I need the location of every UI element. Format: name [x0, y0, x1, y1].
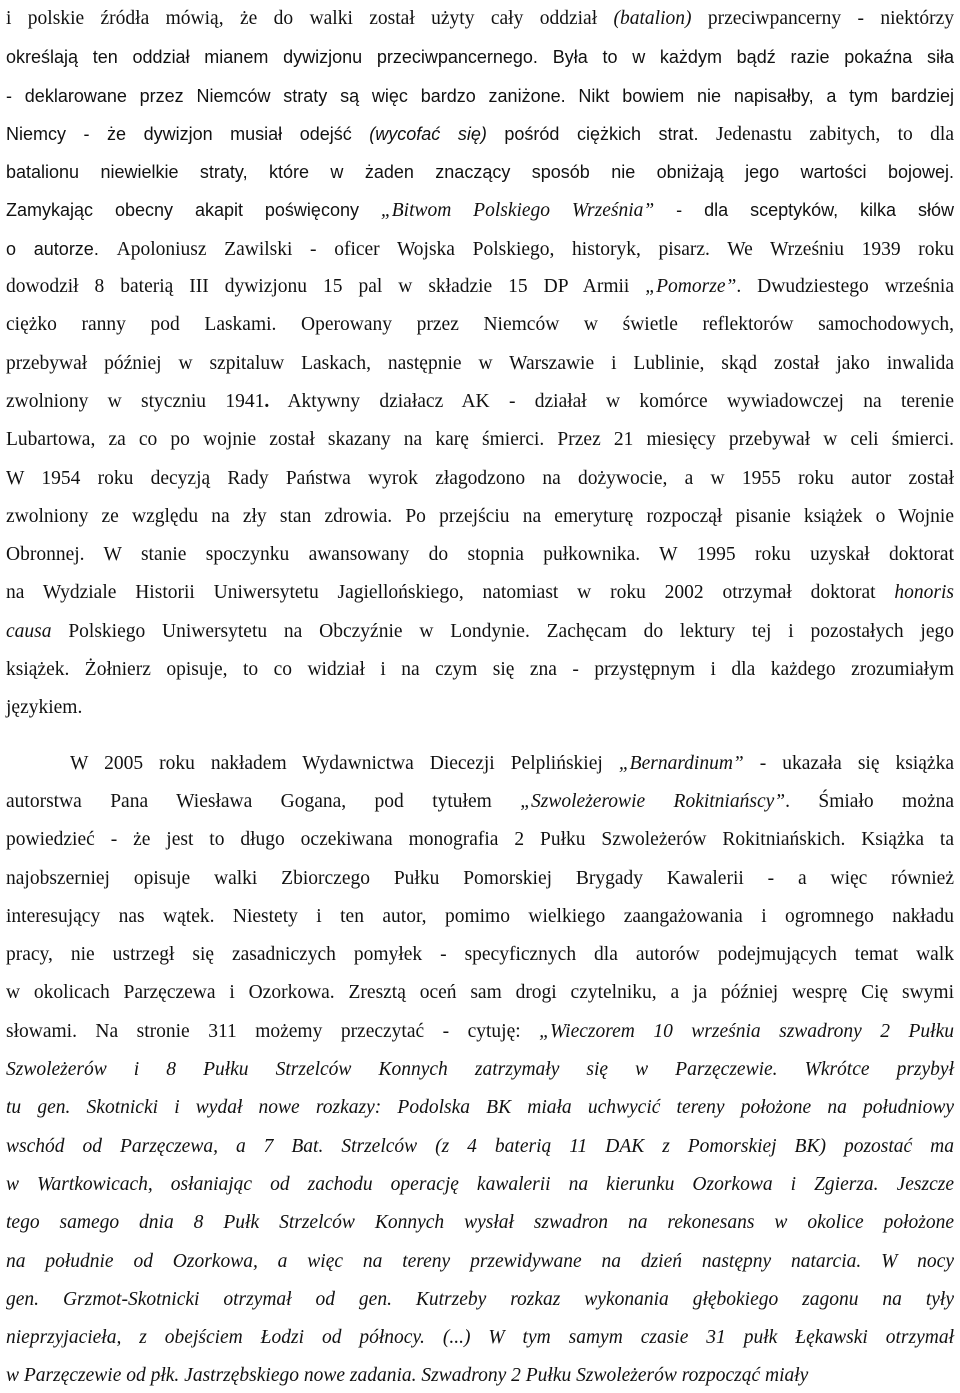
text-run: powiedzieć - że jest to długo oczekiwana monografia 2 Pułku Szwoleżerów Rokitniańskich. Książka ta [6, 829, 954, 851]
text-run: na Wydziale Historii Uniwersytetu Jagiellońskiego, natomiast w roku 2002 otrzymał doktorat [6, 582, 895, 604]
text-line [6, 268, 954, 306]
text-run: autorstwa Pana Wiesława Gogana, pod tytułem [6, 790, 521, 812]
text-run: książek. Żołnierz opisuje, to co widział i na czym się zna - przystępnym i dla każdego zrozumiałym [6, 659, 954, 681]
text-run: W 2005 roku nakładem Wydawnictwa Diecezji Pelplińskiej [70, 752, 619, 774]
text-run: Nikt bowiem nie napisałby, a tym bardziej [578, 85, 955, 106]
text-run: w Parzęczewie od płk. Jastrzębskiego nowe zadania. Szwadrony 2 Pułku Szwoleżerów rozpocząć miały [6, 1365, 809, 1387]
text-line [6, 936, 954, 974]
text-line [6, 1281, 954, 1319]
text-line [6, 230, 954, 268]
text-run: (wycofać się) [369, 123, 487, 144]
text-run: causa [6, 620, 52, 642]
text-line [6, 536, 954, 574]
text-run: przeciwpancerny - niektórzy [691, 8, 954, 29]
text-run: najobszerniej opisuje walki Zbiorczego Pułku Pomorskiej Brygady Kawalerii - a więc również [6, 867, 954, 889]
text-run: Lubartowa, za co po wojnie został skazany na karę śmierci. Przez 21 miesięcy przebywał w celi śmierci. [6, 429, 954, 451]
text-run: - ukazała się książka [743, 752, 954, 774]
text-line [6, 498, 954, 536]
text-run: Obronnej. W stanie spoczynku awansowany do stopnia pułkownika. W 1995 roku uzyskał doktorat [6, 544, 954, 566]
text-line [6, 345, 954, 383]
text-run: na południe od Ozorkowa, a więc na tereny przewidywane na dzień następny natarcia. W nocy [6, 1250, 954, 1272]
text-run: „Szwoleżerowie Rokitniańscy” [520, 790, 786, 812]
text-run: „Bernardinum” [618, 752, 744, 774]
text-run: zwolniony w styczniu 1941 [6, 390, 265, 412]
text-run: - deklarowane przez Niemców straty są więc bardzo zaniżone. [6, 85, 579, 106]
text-run: . [264, 390, 270, 412]
text-line [6, 191, 954, 229]
text-run: Apoloniusz Zawilski - oficer Wojska Polskiego, historyk, pisarz. We Wrześniu 1939 roku [116, 238, 954, 260]
text-run: . Śmiało można [785, 790, 955, 812]
text-run: „Wieczorem 10 września szwadrony 2 Pułku [539, 1020, 955, 1042]
text-run: Jedenastu zabitych, to dla [716, 123, 954, 145]
text-line [6, 651, 954, 689]
text-run: . Dwudziestego września [736, 276, 954, 298]
text-line [6, 1013, 954, 1051]
text-run: honoris [894, 582, 954, 604]
text-run: ciężko ranny pod Laskami. Operowany przez Niemców w świetle reflektorów samochodowych, [6, 314, 954, 336]
text-run: W 1954 roku decyzją Rady Państwa wyrok złagodzono na dożywocie, a w 1955 roku autor został [6, 467, 954, 489]
text-line [6, 383, 954, 421]
paragraph-gogan-book [0, 745, 960, 1393]
text-line [6, 1243, 954, 1281]
text-run: dowodził 8 baterią III dywizjonu 15 pal w składzie 15 DP Armii [6, 276, 646, 298]
text-run: Niemcy - że dywizjon musiał odejść [6, 123, 370, 144]
text-run: wschód od Parzęczewa, a 7 Bat. Strzelców (z 4 baterią 11 DAK z Pomorskiej BK) pozostać ma [6, 1135, 954, 1157]
text-line [6, 974, 954, 1012]
text-line [6, 153, 954, 191]
text-line [6, 898, 954, 936]
text-run: o autorze. [6, 238, 117, 259]
text-line [6, 115, 954, 153]
text-line [6, 1166, 954, 1204]
text-run: tu gen. Skotnicki i wydał nowe rozkazy: Podolska BK miała uchwycić tereny położone na południowy [6, 1097, 954, 1119]
text-line [6, 77, 954, 115]
text-run: językiem. [6, 697, 83, 719]
text-line [6, 1357, 954, 1393]
text-run: Zamykając obecny akapit poświęcony [6, 200, 381, 221]
text-run: Aktywny działacz AK - działał w komórce wywiadowczej na terenie [269, 390, 955, 412]
text-line [6, 1128, 954, 1166]
text-line [6, 689, 954, 727]
text-run: w Wartkowicach, osłaniając od zachodu operację kawalerii na kierunku Ozorkowa i Zgierza. Jeszcze [6, 1173, 954, 1195]
text-line [6, 745, 954, 783]
text-run: batalionu niewielkie straty, które w żaden znaczący sposób nie obniżają jego wartości bojowej. [6, 162, 954, 183]
text-run: gen. Grzmot-Skotnicki otrzymał od gen. Kutrzeby rozkaz wykonania głębokiego zagonu na tyły [6, 1288, 954, 1310]
text-line [6, 1051, 954, 1089]
text-run: interesujący nas wątek. Niestety i ten autor, pomimo wielkiego zaangażowania i ogromnego nakładu [6, 905, 954, 927]
text-line [6, 38, 954, 76]
text-run: Polskiego Uniwersytetu na Obczyźnie w Londynie. Zachęcam do lektury tej i pozostałych jego [51, 620, 954, 642]
text-run: (batalion) [613, 8, 692, 29]
text-run: w okolicach Parzęczewa i Ozorkowa. Zresztą oceń sam drogi czytelniku, a ja później wesprę Cię swymi [6, 982, 954, 1004]
text-line [6, 306, 954, 344]
text-run: pracy, nie ustrzegł się zasadniczych pomyłek - specyficznych dla autorów podejmujących temat walk [6, 944, 954, 966]
text-run: określają ten oddział mianem dywizjonu przeciwpancernego. [6, 47, 553, 68]
text-line [6, 574, 954, 612]
text-line [6, 821, 954, 859]
text-line [6, 421, 954, 459]
text-run: Szwoleżerów i 8 Pułku Strzelców Konnych zatrzymały się w Parzęczewie. Wkrótce przybył [6, 1059, 954, 1081]
text-line [6, 783, 954, 821]
text-run: - dla sceptyków, kilka słów [654, 200, 955, 221]
text-run: pośród ciężkich strat. [486, 123, 717, 144]
text-run: „Pomorze” [645, 276, 737, 298]
text-run: tego samego dnia 8 Pułk Strzelców Konnych wysłał szwadron na rekonesans w okolice położone [6, 1212, 954, 1234]
text-run: słowami. Na stronie 311 możemy przeczytać - cytuję: [6, 1020, 540, 1042]
text-line [6, 0, 954, 38]
text-line [6, 613, 954, 651]
text-line [6, 460, 954, 498]
text-run: i polskie źródła mówią, że do walki został użyty cały oddział [6, 8, 614, 29]
text-run: Była to w każdym bądź razie pokaźna siła [552, 47, 954, 68]
text-run: „Bitwom Polskiego Września” [380, 200, 655, 222]
text-run: przebywał później w szpitaluw Laskach, następnie w Warszawie i Lublinie, skąd został jako inwalida [6, 352, 954, 374]
text-line [6, 860, 954, 898]
text-line [6, 1204, 954, 1242]
text-run: nieprzyjacieła, z obejściem Łodzi od północy. (...) W tym samym czasie 31 pułk Łękawski otrzymał [6, 1327, 954, 1349]
text-run: zwolniony ze względu na zły stan zdrowia. Po przejściu na emeryturę rozpoczął pisanie książek o Wojnie [6, 505, 954, 527]
text-line [6, 1089, 954, 1127]
text-line [6, 1319, 954, 1357]
